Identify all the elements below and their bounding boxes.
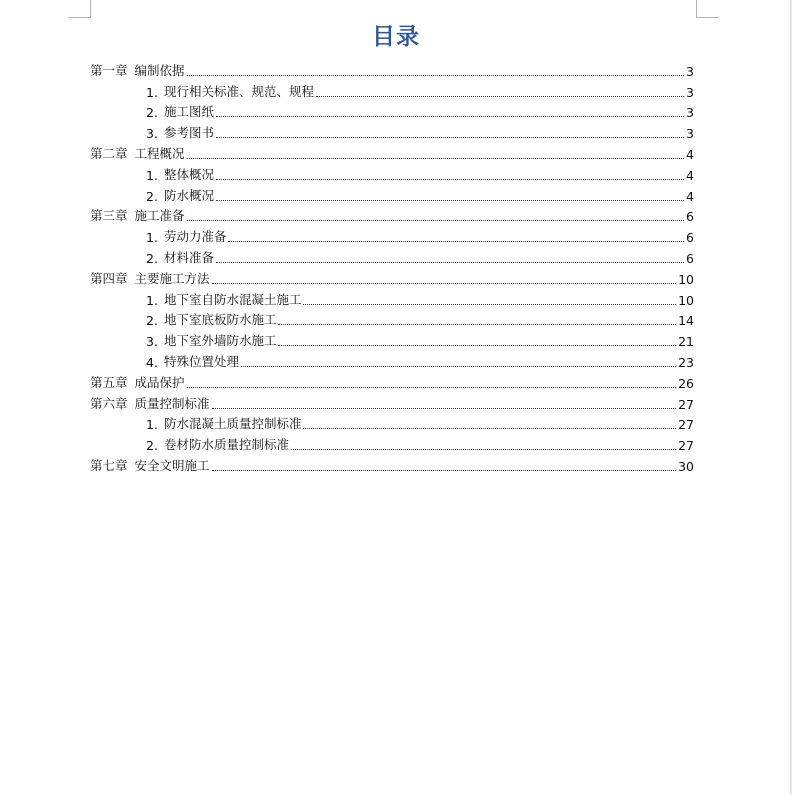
toc-entry-page-number: 4 — [686, 146, 694, 162]
toc-entry-text: 地下室外墙防水施工 — [163, 333, 277, 349]
toc-entry-number: 第二章 — [90, 145, 128, 161]
toc-entry-number: 第五章 — [90, 374, 128, 390]
toc-dot-leader — [278, 345, 676, 346]
toc-entry-text: 防水概况 — [163, 187, 214, 203]
toc-section-entry[interactable] — [90, 79, 694, 100]
toc-entry-page-number: 10 — [678, 271, 694, 287]
toc-entry-text: 卷材防水质量控制标准 — [163, 437, 289, 453]
top-left-margin-mark — [68, 0, 91, 18]
toc-entry-page-number: 30 — [678, 458, 694, 474]
toc-entry-number: 1. — [146, 84, 158, 100]
toc-entry-number: 第三章 — [90, 208, 128, 224]
toc-dot-leader — [278, 324, 676, 325]
toc-dot-leader — [212, 283, 677, 284]
toc-entry-page-number: 27 — [678, 417, 694, 433]
toc-entry-page-number: 21 — [678, 334, 694, 350]
toc-dot-leader — [241, 366, 676, 367]
toc-entry-page-number: 26 — [678, 375, 694, 391]
toc-entry-text: 材料准备 — [163, 249, 214, 265]
toc-dot-leader — [212, 408, 677, 409]
toc-entry-text: 现行相关标准、规范、规程 — [163, 83, 314, 99]
toc-dot-leader — [187, 75, 684, 76]
toc-entry-number: 第一章 — [90, 62, 128, 78]
toc-entry-text: 参考图书 — [163, 125, 214, 141]
toc-chapter-entry[interactable] — [90, 141, 694, 162]
toc-entry-text: 施工图纸 — [163, 104, 214, 120]
toc-chapter-entry[interactable] — [90, 453, 694, 474]
toc-dot-leader — [212, 470, 677, 471]
toc-entry-page-number: 23 — [678, 354, 694, 370]
toc-entry-page-number: 6 — [686, 250, 694, 266]
toc-title: 目录 — [372, 23, 420, 50]
toc-section-entry[interactable] — [90, 287, 694, 308]
toc-entry-number: 2. — [146, 438, 158, 454]
toc-entry-text: 主要施工方法 — [134, 270, 210, 286]
toc-entry-number: 3. — [146, 126, 158, 142]
toc-entry-text: 地下室自防水混凝土施工 — [163, 291, 302, 307]
toc-entry-text: 编制依据 — [134, 62, 185, 78]
toc-section-entry[interactable] — [90, 328, 694, 349]
toc-dot-leader — [291, 449, 676, 450]
toc-dot-leader — [187, 158, 684, 159]
toc-section-entry[interactable] — [90, 183, 694, 204]
toc-entry-page-number: 6 — [686, 230, 694, 246]
toc-dot-leader — [187, 220, 684, 221]
toc-entry-text: 劳动力准备 — [163, 229, 227, 245]
toc-dot-leader — [228, 241, 684, 242]
toc-entry-page-number: 14 — [678, 313, 694, 329]
toc-section-entry[interactable] — [90, 412, 694, 433]
toc-dot-leader — [216, 262, 684, 263]
toc-dot-leader — [187, 387, 677, 388]
table-of-contents — [90, 58, 694, 474]
toc-entry-number: 第六章 — [90, 395, 128, 411]
toc-chapter-entry[interactable] — [90, 58, 694, 79]
toc-section-entry[interactable] — [90, 432, 694, 453]
toc-section-entry[interactable] — [90, 100, 694, 121]
toc-entry-number: 1. — [146, 230, 158, 246]
toc-entry-number: 第四章 — [90, 270, 128, 286]
toc-section-entry[interactable] — [90, 245, 694, 266]
toc-entry-page-number: 4 — [686, 188, 694, 204]
toc-entry-text: 成品保护 — [134, 374, 185, 390]
toc-dot-leader — [303, 428, 676, 429]
toc-entry-text: 工程概况 — [134, 145, 185, 161]
toc-entry-text: 安全文明施工 — [134, 457, 210, 473]
toc-section-entry[interactable] — [90, 349, 694, 370]
toc-entry-number: 第七章 — [90, 457, 128, 473]
toc-dot-leader — [216, 116, 684, 117]
toc-entry-page-number: 4 — [686, 167, 694, 183]
toc-entry-text: 地下室底板防水施工 — [163, 312, 277, 328]
toc-entry-number: 2. — [146, 250, 158, 266]
top-right-margin-mark — [696, 0, 719, 18]
toc-chapter-entry[interactable] — [90, 266, 694, 287]
toc-entry-text: 施工准备 — [134, 208, 185, 224]
toc-chapter-entry[interactable] — [90, 391, 694, 412]
toc-section-entry[interactable] — [90, 120, 694, 141]
toc-dot-leader — [216, 200, 684, 201]
toc-entry-text: 质量控制标准 — [134, 395, 210, 411]
toc-section-entry[interactable] — [90, 224, 694, 245]
toc-section-entry[interactable] — [90, 162, 694, 183]
toc-entry-number: 1. — [146, 417, 158, 433]
toc-entry-page-number: 27 — [678, 396, 694, 412]
toc-entry-text: 整体概况 — [163, 166, 214, 182]
toc-dot-leader — [216, 179, 684, 180]
toc-entry-number: 2. — [146, 188, 158, 204]
toc-chapter-entry[interactable] — [90, 370, 694, 391]
toc-entry-page-number: 3 — [686, 126, 694, 142]
toc-entry-page-number: 3 — [686, 105, 694, 121]
toc-entry-number: 4. — [146, 354, 158, 370]
toc-entry-number: 3. — [146, 334, 158, 350]
toc-entry-number: 1. — [146, 292, 158, 308]
toc-chapter-entry[interactable] — [90, 204, 694, 225]
toc-entry-page-number: 6 — [686, 209, 694, 225]
toc-entry-number: 1. — [146, 167, 158, 183]
toc-entry-page-number: 3 — [686, 63, 694, 79]
toc-entry-text: 特殊位置处理 — [163, 353, 239, 369]
toc-dot-leader — [316, 96, 684, 97]
toc-entry-number: 2. — [146, 105, 158, 121]
toc-entry-page-number: 3 — [686, 84, 694, 100]
toc-section-entry[interactable] — [90, 308, 694, 329]
toc-entry-page-number: 10 — [678, 292, 694, 308]
toc-entry-text: 防水混凝土质量控制标准 — [163, 416, 302, 432]
toc-entry-page-number: 27 — [678, 438, 694, 454]
toc-entry-number: 2. — [146, 313, 158, 329]
toc-dot-leader — [303, 304, 676, 305]
toc-dot-leader — [216, 137, 684, 138]
